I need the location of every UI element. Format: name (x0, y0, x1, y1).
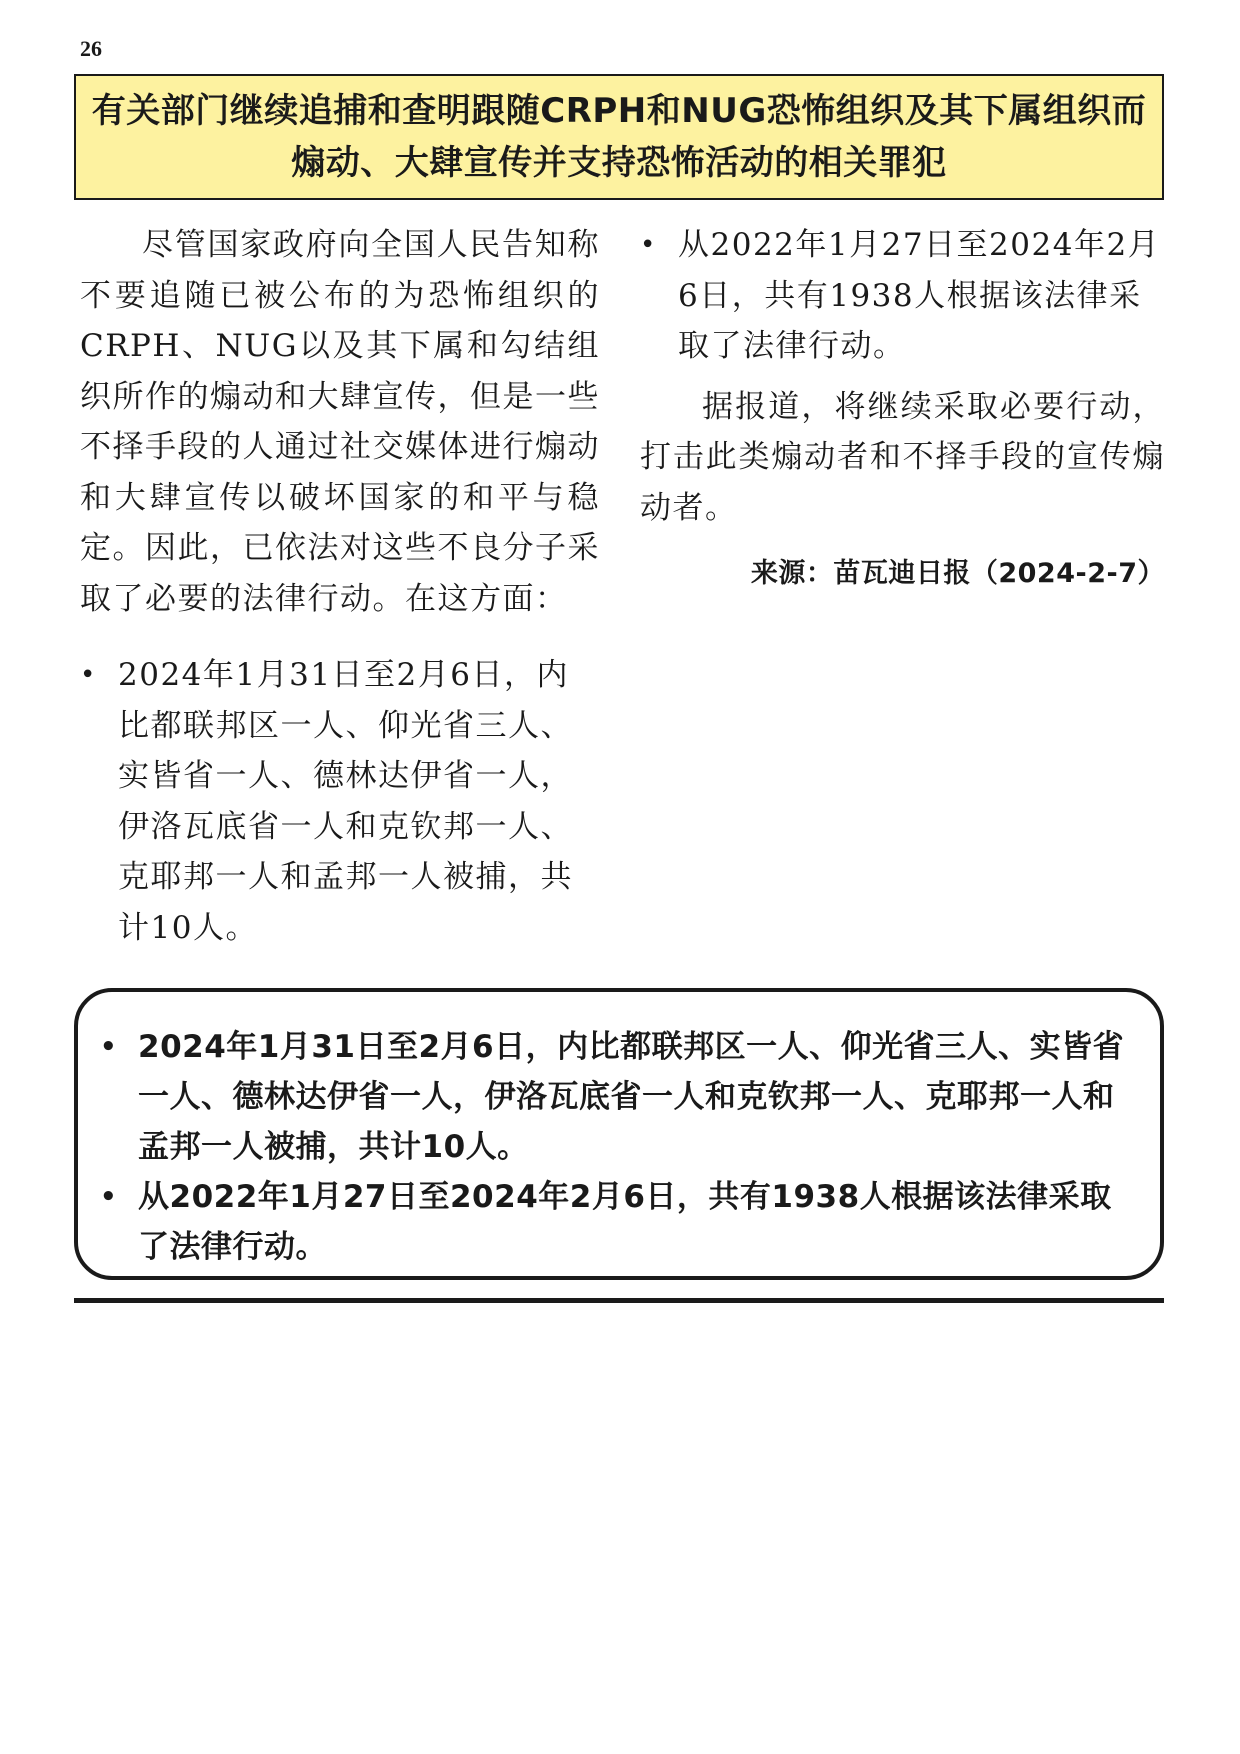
arrest-bullet (80, 650, 600, 953)
summary-bullet-arrests (98, 1022, 1136, 1172)
right-column (640, 220, 1165, 600)
left-column (80, 220, 600, 953)
legal-action-bullet-text: 从2022年1月27日至2024年2月6日，共有1938人根据该法律采取了法律行动。 (678, 227, 1161, 364)
article-title-line-2: 煽动、大肆宣传并支持恐怖活动的相关罪犯 (291, 143, 947, 183)
legal-action-bullet (640, 220, 1165, 372)
intro-paragraph: 尽管国家政府向全国人民告知称不要追随已被公布的为恐怖组织的CRPH、NUG以及其下属和勾结组织所作的煽动和大肆宣传，但是一些不择手段的人通过社交媒体进行煽动和大肆宣传以破坏国家的和平与稳定。因此，已依法对这些不良分子采取了必要的法律行动。在这方面： (80, 227, 600, 617)
summary-bullet-arrests-text: 2024年1月31日至2月6日，内比都联邦区一人、仰光省三人、实皆省一人、德林达伊省一人，伊洛瓦底省一人和克钦邦一人、克耶邦一人和孟邦一人被捕，共计10人。 (138, 1029, 1125, 1165)
bottom-divider (74, 1298, 1164, 1303)
bullet-icon: • (100, 1032, 118, 1062)
summary-box (74, 988, 1164, 1280)
source-citation: 来源：苗瓦迪日报（2024-2-7） (750, 558, 1165, 589)
summary-bullet-legal-action-text: 从2022年1月27日至2024年2月6日，共有1938人根据该法律采取了法律行动。 (138, 1179, 1112, 1265)
page-number: 26 (80, 36, 102, 61)
bullet-icon: • (640, 230, 657, 260)
article-title-line-1: 有关部门继续追捕和查明跟随CRPH和NUG恐怖组织及其下属组织而 (91, 91, 1147, 131)
report-paragraph: 据报道，将继续采取必要行动，打击此类煽动者和不择手段的宣传煽动者。 (640, 388, 1165, 526)
bullet-icon: • (80, 660, 97, 690)
article-title-box (74, 74, 1164, 200)
summary-bullet-legal-action (98, 1172, 1136, 1272)
arrest-bullet-text: 2024年1月31日至2月6日，内比都联邦区一人、仰光省三人、实皆省一人、德林达伊省一人，伊洛瓦底省一人和克钦邦一人、克耶邦一人和孟邦一人被捕，共计10人。 (118, 657, 573, 946)
bullet-icon: • (100, 1182, 118, 1212)
